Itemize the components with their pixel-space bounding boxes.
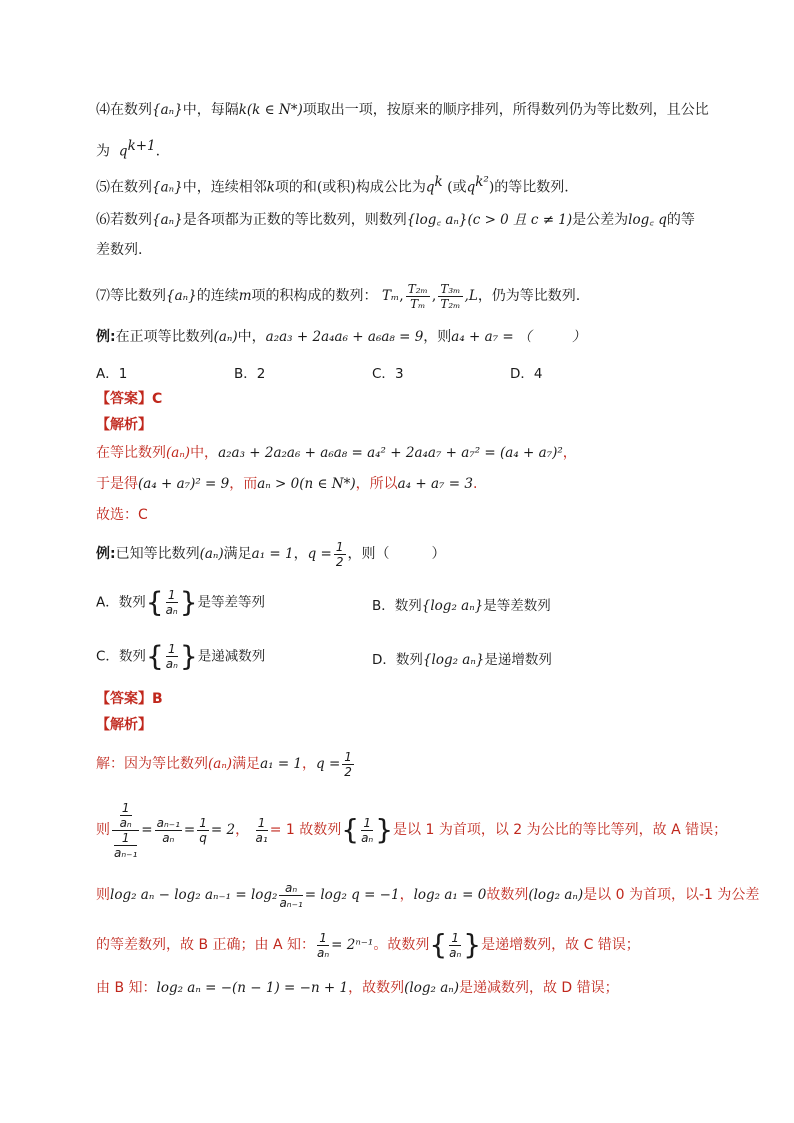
text: 项的积构成的数列：	[251, 288, 378, 304]
text: ⑹若数列	[96, 212, 152, 228]
brace-right: }	[179, 639, 198, 673]
math: {aₙ}	[152, 212, 183, 228]
text: 差数列.	[96, 242, 143, 258]
option-key: A．	[96, 594, 119, 611]
math: log₂ aₙ = −(n − 1) = −n + 1	[156, 980, 349, 996]
math: a₄ + a₇ = 3	[397, 476, 473, 492]
numerator: 1	[114, 831, 137, 846]
text: 解：因为等比数列	[96, 756, 208, 772]
text: 中，连续相邻	[182, 179, 267, 196]
text: ⑸在数列	[96, 179, 152, 196]
text: ，而	[229, 476, 258, 492]
answer-value: C	[152, 391, 163, 407]
example-2-stem	[96, 538, 446, 570]
text: 。故数列	[373, 937, 430, 953]
answer-value: B	[152, 691, 163, 707]
property-4	[96, 100, 709, 120]
denominator: q	[199, 830, 207, 845]
numerator: 1	[361, 816, 373, 831]
option-text: 4	[533, 366, 543, 382]
option-key: D．	[372, 652, 396, 668]
math: a₂a₃ + 2a₂a₆ + a₆a₈ = a₄² + 2a₄a₇ + a₇² = (a₄ + a₇)²	[218, 445, 563, 461]
text: 中，	[237, 329, 266, 345]
math: (aₙ)	[213, 329, 238, 345]
math: a₂a₃ + 2a₄a₆ + a₆a₈ = 9	[265, 329, 424, 345]
text: 数列	[118, 648, 146, 665]
math: k²	[475, 174, 489, 190]
example-label: 例:	[96, 329, 116, 345]
text: 项的和(或积)构成公比为	[274, 179, 426, 196]
math: q	[118, 143, 128, 160]
ex1-analysis-label: 【解析】	[96, 417, 152, 433]
ex2-solution-1	[96, 748, 356, 780]
fraction	[438, 282, 462, 311]
denominator: Tₘ	[410, 296, 426, 311]
brace-right: }	[463, 928, 482, 961]
text: ，故数列	[348, 980, 405, 996]
text: .	[472, 476, 478, 492]
option-text: 2	[256, 366, 266, 382]
numerator: 1	[335, 539, 344, 554]
text: ，	[562, 445, 577, 461]
ex2-solution-2: 则 $\frac{\frac{1}{\text{aₙ}}}{\frac{1}{\text{aₙ₋₁}}}$ = $\frac{\text{aₙ₋₁}}{\text{aₙ}}$ = $\frac{1}{q}$ = 2， $\frac{1}{\text{a₁}}$ = 1 故数列{ $\frac{1}{\text{aₙ}}$ }是以 1 为首项，以 2 为公比的等比等列，故 A 错误；	[96, 800, 728, 860]
brace-left: {	[145, 639, 164, 673]
math: ,L	[464, 288, 478, 304]
fraction	[406, 282, 430, 311]
ex2-option-c	[96, 639, 266, 673]
text: 中，	[190, 445, 219, 461]
text: 是递减数列	[197, 648, 266, 665]
math: (aₙ)	[208, 756, 233, 772]
denominator: T₂ₘ	[440, 296, 461, 311]
property-4-cont: 为 $q^{k+1}$.	[96, 138, 161, 160]
text: 的等	[666, 212, 695, 228]
option-key: B．	[372, 598, 395, 614]
math: q	[466, 179, 476, 196]
option-text: 3	[394, 366, 404, 382]
math: log꜀ q	[628, 212, 667, 228]
numerator: 1	[166, 642, 178, 657]
denominator	[112, 831, 139, 860]
math: = log₂ q = −1	[304, 887, 400, 903]
text: 是各项都为正数的等比数列，则数列	[182, 212, 407, 228]
text: 则	[96, 887, 110, 903]
math: k(k ∈ N*)	[238, 102, 303, 118]
text: 是以 0 为首项，以-1 为公差	[583, 887, 760, 903]
math: m	[238, 288, 252, 304]
text: 在正项等比数列	[115, 329, 214, 345]
text: 满足	[232, 756, 261, 772]
math: q =	[316, 756, 341, 772]
option-text: 1	[118, 366, 128, 382]
fraction	[114, 831, 137, 860]
numerator: 1	[256, 816, 268, 831]
denominator: aₙ₋₁	[279, 895, 303, 910]
example-label: 例:	[96, 546, 116, 562]
ex2-solution-3	[96, 878, 759, 912]
numerator: 1	[166, 588, 178, 603]
ex1-option-d	[510, 362, 543, 382]
ex2-option-a	[96, 585, 266, 619]
text: 是等差数列	[483, 598, 551, 614]
math: a₁ = 1	[251, 546, 294, 562]
text: 是公差为	[572, 212, 629, 228]
text: ，所以	[355, 476, 398, 492]
denominator: aₙ	[165, 603, 178, 617]
numerator: T₂ₘ	[407, 281, 428, 296]
math: k	[434, 174, 443, 190]
text: 是递减数列，故 D 错误；	[458, 980, 619, 996]
example-1-stem	[96, 327, 586, 347]
fraction	[279, 881, 302, 910]
ex2-option-d	[372, 648, 552, 668]
numerator: 1	[344, 749, 352, 764]
math: (log₂ aₙ)	[528, 887, 584, 903]
text: 中，每隔	[182, 102, 239, 118]
math: q =	[307, 546, 332, 562]
text: 的连续	[196, 288, 239, 304]
answer-label: 【答案】	[96, 391, 152, 407]
denominator: aₙ	[316, 945, 330, 960]
text: 由 B 知：	[96, 980, 157, 996]
text: (或	[447, 179, 467, 196]
numerator: T₃ₘ	[440, 281, 461, 296]
text: 故数列	[486, 887, 529, 903]
denominator: 2	[344, 764, 352, 779]
ex1-choose: 故选：C	[96, 507, 148, 523]
option-key: C．	[372, 366, 395, 382]
text: 数列	[395, 652, 423, 668]
math: log₂ aₙ − log₂ aₙ₋₁ = log₂	[110, 887, 278, 903]
denominator: aₙ	[119, 815, 132, 830]
text: ⑷在数列	[96, 102, 152, 118]
text: 于是得	[96, 476, 138, 492]
text: 在等比数列	[96, 445, 166, 461]
numerator: 1	[199, 815, 207, 830]
math: {aₙ}	[152, 102, 183, 118]
fraction	[197, 816, 209, 845]
text: 是递增数列	[484, 652, 552, 668]
brace-left: {	[341, 813, 360, 846]
math: aₙ > 0(n ∈ N*)	[257, 476, 356, 492]
fraction	[120, 801, 132, 830]
math: (a₄ + a₇)² = 9	[138, 476, 230, 492]
text: )的等比数列.	[488, 179, 569, 196]
ex2-analysis-label: 【解析】	[96, 717, 152, 733]
numerator: 1	[449, 931, 461, 946]
math: = 2	[210, 822, 236, 838]
denominator: aₙ	[361, 830, 374, 845]
math: {log꜀ aₙ}	[406, 212, 468, 228]
text: 是以 1 为首项，以 2 为公比的等比等列，故 A 错误；	[393, 822, 728, 838]
text: ，	[302, 756, 317, 772]
math: (log₂ aₙ)	[404, 980, 459, 996]
denominator: 2	[335, 554, 344, 569]
ex1-option-b	[234, 362, 265, 382]
text: 为	[96, 143, 110, 160]
math: a₄ + a₇ = （ ）	[451, 329, 586, 345]
text: ⑺等比数列	[96, 288, 166, 304]
text: 已知等比数列	[115, 546, 200, 562]
denominator: aₙ	[162, 830, 175, 845]
fraction	[334, 540, 346, 569]
text: 数列	[118, 594, 146, 611]
option-key: B．	[234, 366, 257, 382]
math: {log₂ aₙ}	[422, 652, 485, 668]
fraction	[155, 816, 182, 845]
compound-fraction	[112, 801, 139, 860]
text: 的等差数列，故 B 正确；由 A 知：	[96, 937, 315, 953]
text: ，	[293, 546, 308, 562]
property-6	[96, 210, 695, 230]
text: ，	[235, 822, 250, 838]
denominator: a₁	[255, 830, 268, 845]
ex1-option-c	[372, 362, 404, 382]
denominator: aₙ	[165, 657, 178, 671]
fraction	[256, 816, 268, 845]
brace-right: }	[375, 813, 394, 846]
math: {aₙ}	[166, 288, 197, 304]
ex2-solution-5	[96, 978, 619, 998]
math: k+1	[127, 138, 156, 154]
ex2-option-b	[372, 594, 551, 614]
property-5	[96, 172, 569, 198]
text: ，则	[423, 329, 452, 345]
ex2-answer	[96, 688, 163, 708]
math: (aₙ)	[166, 445, 191, 461]
brace-left: {	[429, 928, 448, 961]
ex1-answer	[96, 388, 162, 408]
fraction	[166, 588, 178, 617]
text: ，则（ ）	[347, 546, 446, 562]
brace-left: {	[145, 585, 164, 619]
text: 数列	[394, 598, 422, 614]
option-key: D．	[510, 366, 534, 382]
ex1-solution-1	[96, 443, 577, 463]
numerator: aₙ₋₁	[156, 815, 180, 830]
fraction	[361, 816, 373, 845]
math: {log₂ aₙ}	[421, 598, 484, 614]
math: = 2ⁿ⁻¹	[331, 937, 374, 953]
text: 是等差等列	[197, 594, 266, 611]
fraction	[342, 750, 354, 779]
answer-label: 【答案】	[96, 691, 152, 707]
option-key: A．	[96, 366, 119, 382]
fraction	[166, 642, 178, 671]
numerator: aₙ	[279, 881, 302, 896]
fraction	[317, 931, 329, 960]
numerator: 1	[120, 801, 132, 816]
math: {aₙ}	[152, 179, 183, 196]
brace-right: }	[179, 585, 198, 619]
ex1-option-a	[96, 362, 127, 382]
property-6-cont	[96, 240, 142, 260]
text: 是递增数列，故 C 错误；	[481, 937, 640, 953]
text: 则	[96, 822, 110, 838]
text: ，	[399, 887, 414, 903]
text: 满足	[223, 546, 252, 562]
math: (aₙ)	[199, 546, 224, 562]
math: log₂ a₁ = 0	[413, 887, 487, 903]
denominator: aₙ	[449, 945, 462, 960]
numerator: 1	[317, 931, 329, 946]
numerator	[112, 801, 139, 831]
fraction	[449, 931, 461, 960]
math: Tₘ	[381, 288, 400, 304]
ex1-solution-2	[96, 474, 477, 494]
math: k	[266, 179, 275, 196]
option-key: C．	[96, 648, 119, 665]
denominator: aₙ₋₁	[114, 845, 138, 860]
ex2-solution-4	[96, 928, 640, 962]
text: = 1 故数列	[269, 822, 342, 838]
text: ，仍为等比数列.	[477, 288, 581, 304]
text: 项取出一项，按原来的顺序排列，所得数列仍为等比数列，且公比	[302, 102, 709, 118]
property-7: ⑺等比数列{aₙ}的连续m项的积构成的数列： Tₘ, $\frac{\text{T₂ₘ}}{\text{Tₘ}}$ , $\frac{\text{T₃ₘ}}{\text{T₂ₘ}}$ ,L，仍为等比数列.	[96, 281, 581, 311]
math: q	[425, 179, 435, 196]
math: a₁ = 1	[260, 756, 303, 772]
math: (c > 0 且 c ≠ 1)	[467, 212, 573, 228]
